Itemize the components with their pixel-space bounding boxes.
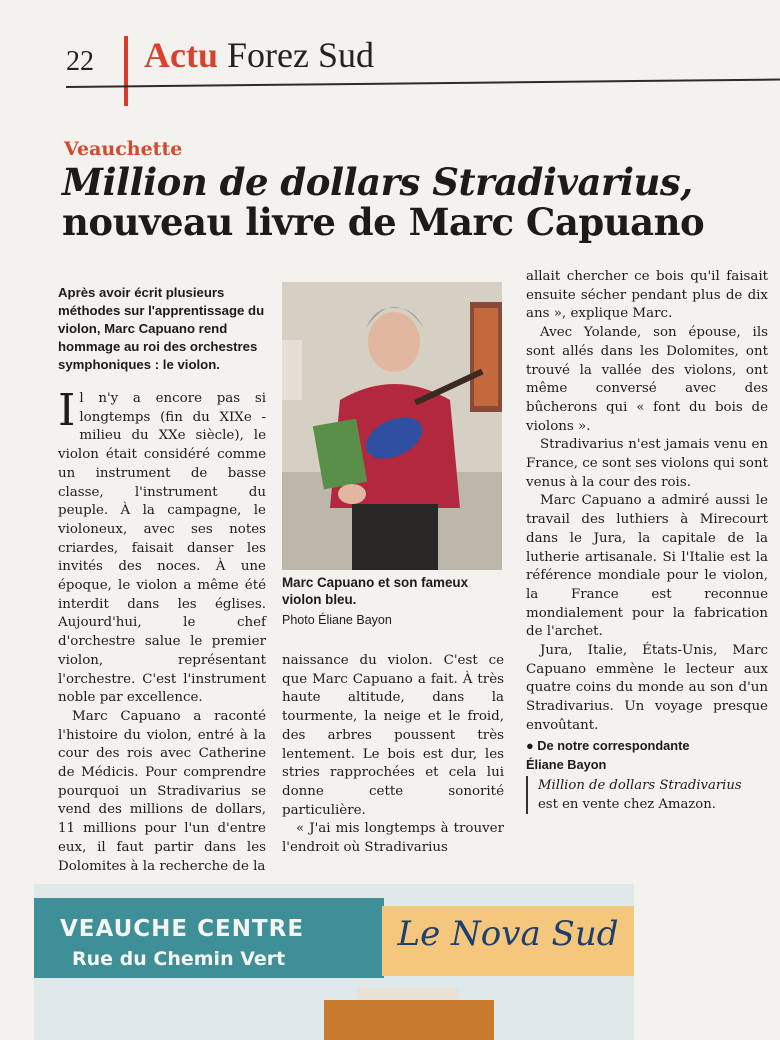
headline-line-2: nouveau livre de Marc Capuano <box>62 200 705 244</box>
column-3 <box>526 268 768 814</box>
body-paragraph: allait chercher ce bois qu'il faisait ensuite sécher pendant plus de dix ans », explique Marc. <box>526 269 768 322</box>
body-paragraph: Marc Capuano a raconté l'histoire du violon, entré à la cour des rois avec Catherine de Médicis. Pour comprendre pourquoi un Stradivarius se vend des millions de dollars, 11 millions pour l'un d'entre eux, il faut partir dans les Dolomites à la recherche de la <box>58 708 266 874</box>
section-divider <box>124 36 128 106</box>
advertisement <box>34 884 634 1040</box>
photo-illustration <box>282 282 502 570</box>
correspondent-line <box>526 736 768 755</box>
photo-caption <box>282 574 504 630</box>
body-paragraph: Avec Yolande, son épouse, ils sont allés dans les Dolomites, ont trouvé la vallée des violons, ont même conversé avec des bûcherons qui « font du bois de violons ». <box>526 325 768 434</box>
kicker: Veauchette <box>64 138 183 160</box>
body-paragraph <box>58 385 266 708</box>
correspondent-name: Éliane Bayon <box>526 756 607 772</box>
drop-cap: I <box>58 385 76 436</box>
photo-credit: Photo Éliane Bayon <box>282 613 392 627</box>
article-photo <box>282 282 502 570</box>
body-paragraph: Jura, Italie, États-Unis, Marc Capuano emmène le lecteur aux quatre coins du monde au son d'un Stradivarius. Un voyage presque envoûtant. <box>526 643 768 733</box>
body-paragraph: Stradivarius n'est jamais venu en France, ce sont ses violons qui sont venus à la cour des rois. <box>526 437 768 490</box>
section-header <box>144 34 374 76</box>
page-number: 22 <box>66 46 94 77</box>
ad-headline: VEAUCHE CENTRE <box>60 916 305 942</box>
ad-brand-panel <box>382 906 634 976</box>
ad-banner <box>34 898 384 978</box>
ad-brand-name: Le Nova Sud <box>397 914 619 954</box>
book-title: Million de dollars Stradivarius <box>538 777 742 793</box>
headline <box>62 162 762 242</box>
section-name: Actu <box>144 35 218 75</box>
caption-text: Marc Capuano et son fameux violon bleu. <box>282 575 469 607</box>
column-1 <box>58 284 266 876</box>
ad-address: Rue du Chemin Vert <box>72 948 286 970</box>
header-rule <box>66 79 780 88</box>
chapo: Après avoir écrit plusieurs méthodes sur l'apprentissage du violon, Marc Capuano rend hommage au roi des orchestres symphoniques : le violon. <box>58 285 265 372</box>
bullet-icon: ● <box>526 737 538 753</box>
book-availability: est en vente chez Amazon. <box>538 796 716 812</box>
body-paragraph: « J'ai mis longtemps à trouver l'endroit où Stradivarius <box>282 821 504 856</box>
correspondent-label: De notre correspondante <box>537 737 690 753</box>
body-text: l n'y a encore pas si longtemps (fin du XIXe - milieu du XXe siècle), le violon était considéré comme un instrument de basse classe, l'instrument du peuple. À la campagne, le violoneux, avec ses notes criardes, faisait danser les invités des noces. À une époque, le violon a même été interdit dans les églises. Aujourd'hui, le chef d'orchestre salue le premier violon, représentant l'orchestre. C'est l'instrument noble par excellence. <box>58 391 266 706</box>
ad-building <box>324 1000 494 1040</box>
body-paragraph: Marc Capuano a admiré aussi le travail des luthiers à Mirecourt dans le Jura, la capitale de la lutherie artisanale. Si l'Italie est la référence mondiale pour le violon, la France est reconnue mondialement pour la fabrication de l'archet. <box>526 493 768 640</box>
book-note <box>526 776 768 814</box>
headline-line-1: Million de dollars Stradivarius, <box>62 160 693 204</box>
body-paragraph: naissance du violon. C'est ce que Marc Capuano a fait. À très haute altitude, dans la tourmente, la neige et le froid, des arbres poussent très lentement. Le bois est dur, les stries rapprochées et cela lui donne cette sonorité particulière. <box>282 653 504 818</box>
region-name: Forez Sud <box>227 35 374 75</box>
column-2 <box>282 652 504 858</box>
